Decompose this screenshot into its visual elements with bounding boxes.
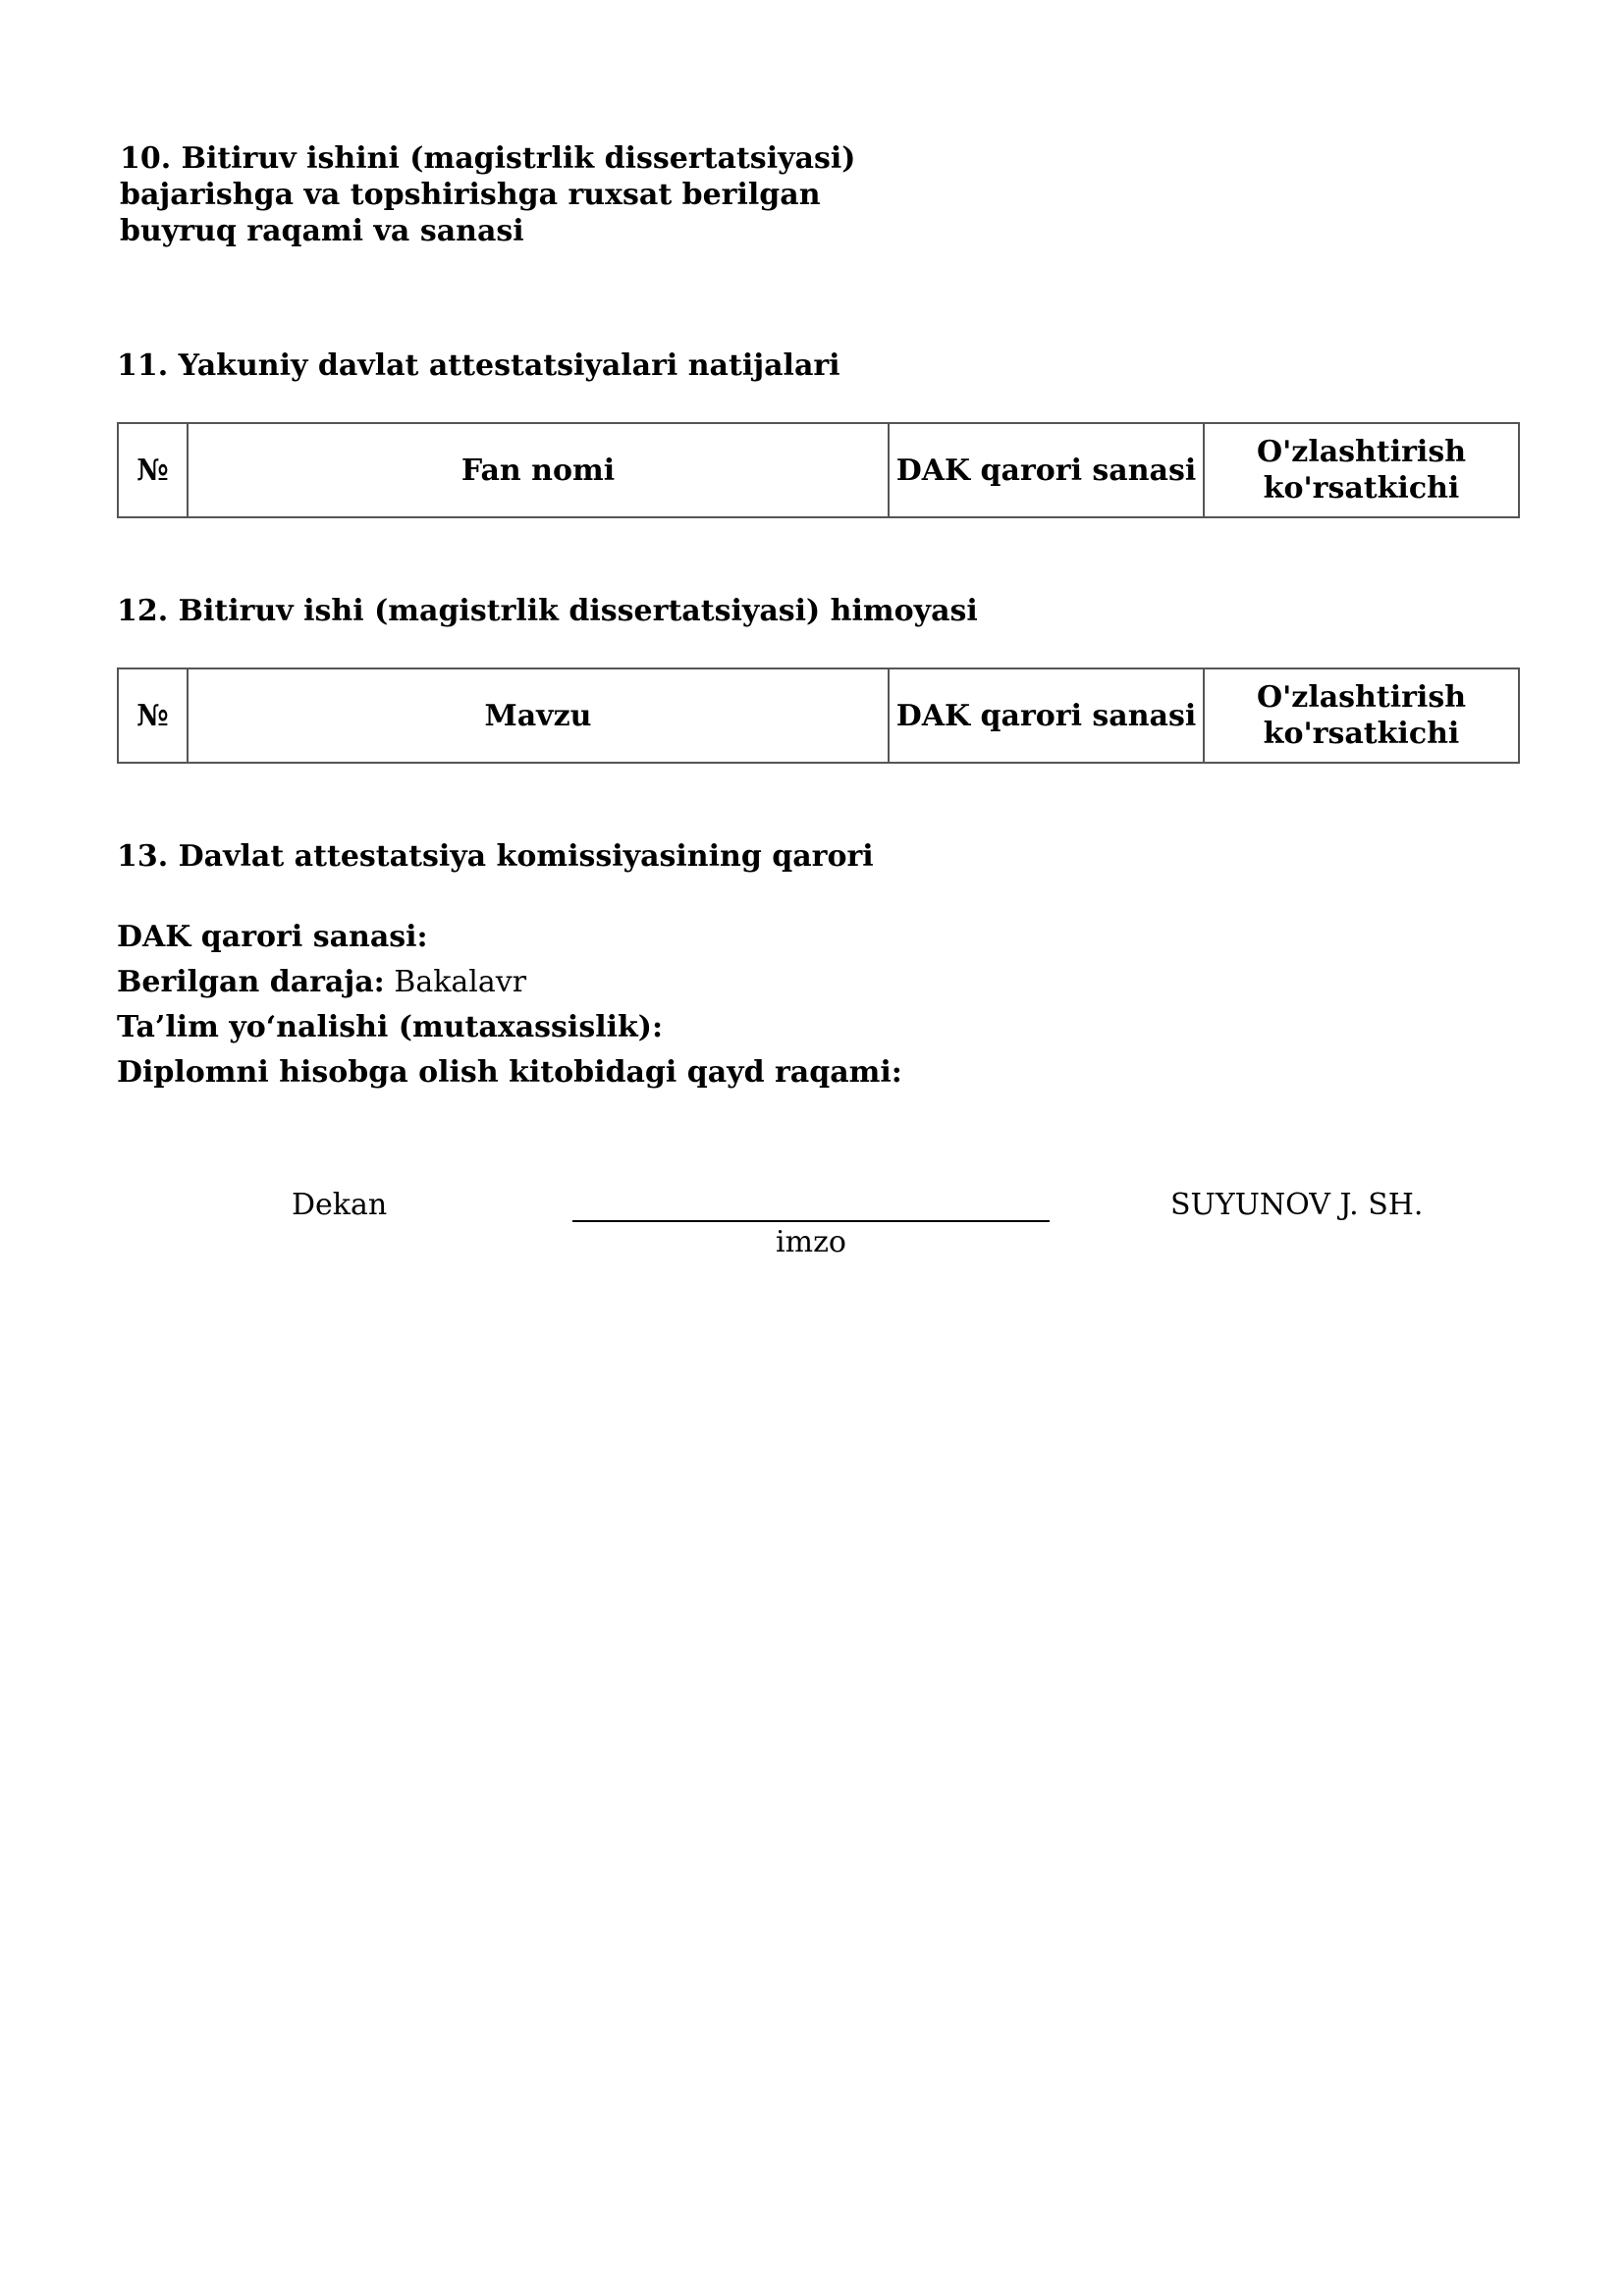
field-specialty <box>117 1010 663 1045</box>
table-header-row <box>118 423 1519 517</box>
field-decision-date <box>117 920 428 955</box>
field-diploma-record-number <box>117 1055 902 1091</box>
field-label: Ta’lim yo‘nalishi (mutaxassislik): <box>117 1010 664 1044</box>
column-header-decision-date: DAK qarori sanasi <box>889 668 1204 763</box>
field-label: DAK qarori sanasi: <box>117 920 428 954</box>
section-13-heading: 13. Davlat attestatsiya komissiyasining qarori <box>117 839 874 874</box>
signature-line <box>572 1220 1050 1222</box>
signature-caption: imzo <box>776 1225 846 1259</box>
thesis-defense-table <box>117 667 1520 764</box>
field-label: Diplomni hisobga olish kitobidagi qayd raqami: <box>117 1055 902 1090</box>
section-10-line: bajarishga va topshirishga ruxsat berilgan <box>120 178 821 212</box>
column-header-decision-date: DAK qarori sanasi <box>889 423 1204 517</box>
attestation-results-table <box>117 422 1520 518</box>
column-header-number: № <box>118 423 188 517</box>
section-12-heading: 12. Bitiruv ishi (magistrlik dissertatsiyasi) himoyasi <box>117 594 978 628</box>
section-10-heading <box>120 140 866 249</box>
signature-role: Dekan <box>292 1188 388 1222</box>
signatory-name: SUYUNOV J. SH. <box>1170 1188 1424 1222</box>
section-10-line: 10. Bitiruv ishini (magistrlik dissertatsiyasi) <box>120 141 856 176</box>
column-header-score: O'zlashtirish ko'rsatkichi <box>1204 423 1519 517</box>
column-header-number: № <box>118 668 188 763</box>
field-value: Bakalavr <box>394 965 527 999</box>
column-header-topic: Mavzu <box>188 668 889 763</box>
column-header-score: O'zlashtirish ko'rsatkichi <box>1204 668 1519 763</box>
section-11-heading: 11. Yakuniy davlat attestatsiyalari natijalari <box>117 348 840 383</box>
column-header-subject: Fan nomi <box>188 423 889 517</box>
section-10-line: buyruq raqami va sanasi <box>120 214 524 248</box>
field-degree <box>117 965 526 1000</box>
table-header-row <box>118 668 1519 763</box>
field-label: Berilgan daraja: <box>117 965 385 999</box>
